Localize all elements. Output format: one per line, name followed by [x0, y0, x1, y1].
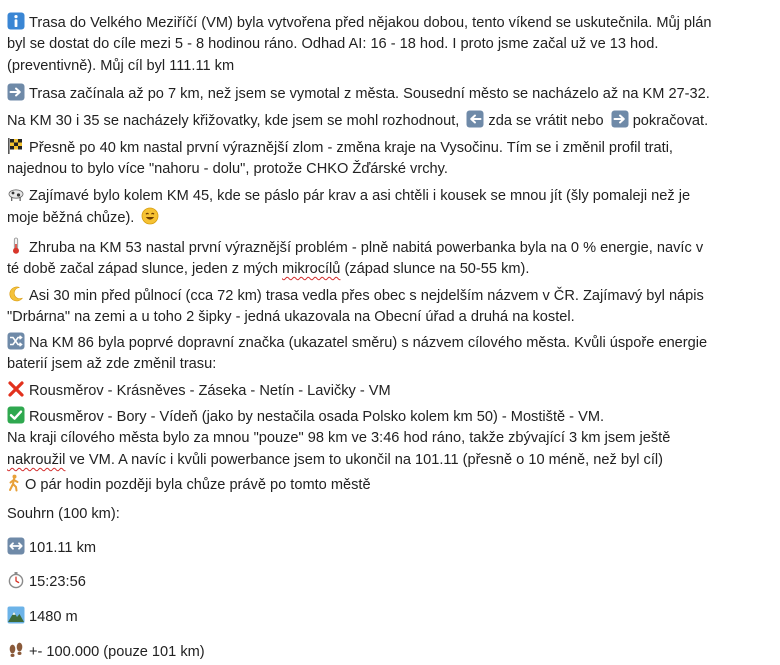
paragraph-cows-line-2 [7, 207, 163, 228]
paragraph-text: ve VM. A navíc i kvůli powerbance jsem to ukončil na 101.11 (přesně o 10 méně, než byl cíl) [69, 452, 663, 468]
paragraph-text: Přesně po 40 km nastal první výraznější zlom - změna kraje na Vysočinu. Tím se i změnil profil trati, [29, 140, 673, 156]
paragraph-text: "Drbárna" na zemi a u toho 2 šipky - jedná ukazovala na Obecní úřad a druhá na kostel. [7, 309, 575, 325]
right-arrow-icon [7, 83, 25, 101]
paragraph-intro-line-1 [7, 12, 712, 33]
route-new-line-1 [7, 406, 604, 427]
footprints-icon [7, 641, 25, 659]
summary-distance [7, 537, 96, 558]
paragraph-village-line-1 [7, 285, 704, 306]
summary-heading-text: Souhrn (100 km): [7, 506, 120, 522]
misspelled-word: nakroužil [7, 452, 66, 468]
paragraph-intro-line-2 [7, 34, 658, 54]
paragraph-text: moje běžná chůze). [7, 210, 135, 226]
summary-elevation-value: 1480 m [29, 609, 78, 625]
paragraph-text: Rousměrov - Krásněves - Záseka - Netín - Lavičky - VM [29, 383, 391, 399]
summary-steps-value: +- 100.000 (pouze 101 km) [29, 644, 205, 660]
paragraph-region-line-2 [7, 159, 448, 179]
crescent-moon-icon [7, 285, 25, 303]
summary-elevation [7, 606, 78, 627]
paragraph-text: O pár hodin později byla chůze právě po tomto městě [25, 477, 371, 493]
checkered-flag-icon [7, 137, 25, 155]
mountain-icon [7, 606, 25, 624]
paragraph-text: Trasa do Velkého Meziříčí (VM) byla vytvořena před nějakou dobou, tento víkend se uskutečnila. Můj plán [29, 15, 712, 31]
paragraph-text: (západ slunce na 50-55 km). [344, 261, 530, 277]
misspelled-word: mikrocílů [282, 261, 341, 277]
paragraph-text: zda se vrátit nebo [488, 113, 604, 129]
route-new-line-3 [7, 450, 663, 470]
paragraph-text: byl se dostat do cíle mezi 5 - 8 hodinou ráno. Odhad AI: 16 - 18 hod. I proto jsme začal už ve 13 hod. [7, 36, 659, 52]
left-arrow-icon [466, 110, 484, 128]
stopwatch-icon [7, 571, 25, 589]
shuffle-icon [7, 332, 25, 350]
person-walking-icon [7, 474, 21, 492]
summary-heading [7, 504, 120, 524]
paragraph-sign-line-2 [7, 354, 216, 374]
cow-icon [7, 185, 25, 203]
right-arrow-icon [611, 110, 629, 128]
route-new-line-2 [7, 428, 670, 448]
paragraph-start-line [7, 83, 710, 104]
paragraph-text: Na KM 86 byla poprvé dopravní značka (ukazatel směru) s názvem cílového města. Kvůli úspoře energie [29, 335, 708, 351]
paragraph-text: Rousměrov - Bory - Vídeň (jako by nestačila osada Polsko kolem km 50) - Mostiště - VM. [29, 409, 605, 425]
paragraph-text: najednou to bylo více "nahoru - dolu", protože CHKO Žďárské vrchy. [7, 161, 448, 177]
paragraph-text: Asi 30 min před půlnocí (cca 72 km) trasa vedla přes obec s nejdelším názvem v ČR. Zajímavý byl nápis [29, 288, 704, 304]
check-mark-icon [7, 406, 25, 424]
left-right-arrow-icon [7, 537, 25, 555]
info-icon [7, 12, 25, 30]
paragraph-crossroads-line [7, 110, 708, 131]
paragraph-text: pokračovat. [632, 113, 709, 129]
paragraph-text: Na kraji cílového města bylo za mnou "pouze" 98 km ve 3:46 hod ráno, takže zbývající 3 km jsem ještě [7, 430, 671, 446]
paragraph-village-line-2 [7, 307, 575, 327]
paragraph-powerbank-line-2 [7, 259, 529, 279]
summary-time [7, 571, 86, 592]
paragraph-text: té době začal západ slunce, jeden z mých [7, 261, 278, 277]
paragraph-region-line-1 [7, 137, 673, 158]
paragraph-powerbank-line-1 [7, 237, 703, 258]
summary-time-value: 15:23:56 [29, 574, 86, 590]
summary-distance-value: 101.11 km [29, 540, 97, 556]
paragraph-walk-line [7, 474, 371, 495]
smiling-face-icon [141, 207, 159, 225]
thermometer-icon [7, 237, 25, 255]
paragraph-text: baterií jsem až zde změnil trasu: [7, 356, 217, 372]
paragraph-text: (preventivně). Můj cíl byl 111.11 km [7, 58, 235, 74]
paragraph-text: Zajímavé bylo kolem KM 45, kde se páslo pár krav a asi chtěli i kousek se mnou jít (šly pomaleji než je [29, 188, 691, 204]
paragraph-cows-line-1 [7, 185, 690, 206]
route-original-line [7, 380, 391, 401]
paragraph-text: Trasa začínala až po 7 km, než jsem se vymotal z města. Sousední město se nacházelo až na KM 27-32. [29, 86, 710, 102]
cross-mark-icon [7, 380, 25, 398]
paragraph-intro-line-3 [7, 56, 234, 76]
paragraph-text: Zhruba na KM 53 nastal první výraznější problém - plně nabitá powerbanka byla na 0 % energie, navíc v [29, 240, 704, 256]
paragraph-text: Na KM 30 i 35 se nacházely křižovatky, kde jsem se mohl rozhodnout, [7, 113, 460, 129]
paragraph-sign-line-1 [7, 332, 707, 353]
summary-steps [7, 641, 205, 662]
